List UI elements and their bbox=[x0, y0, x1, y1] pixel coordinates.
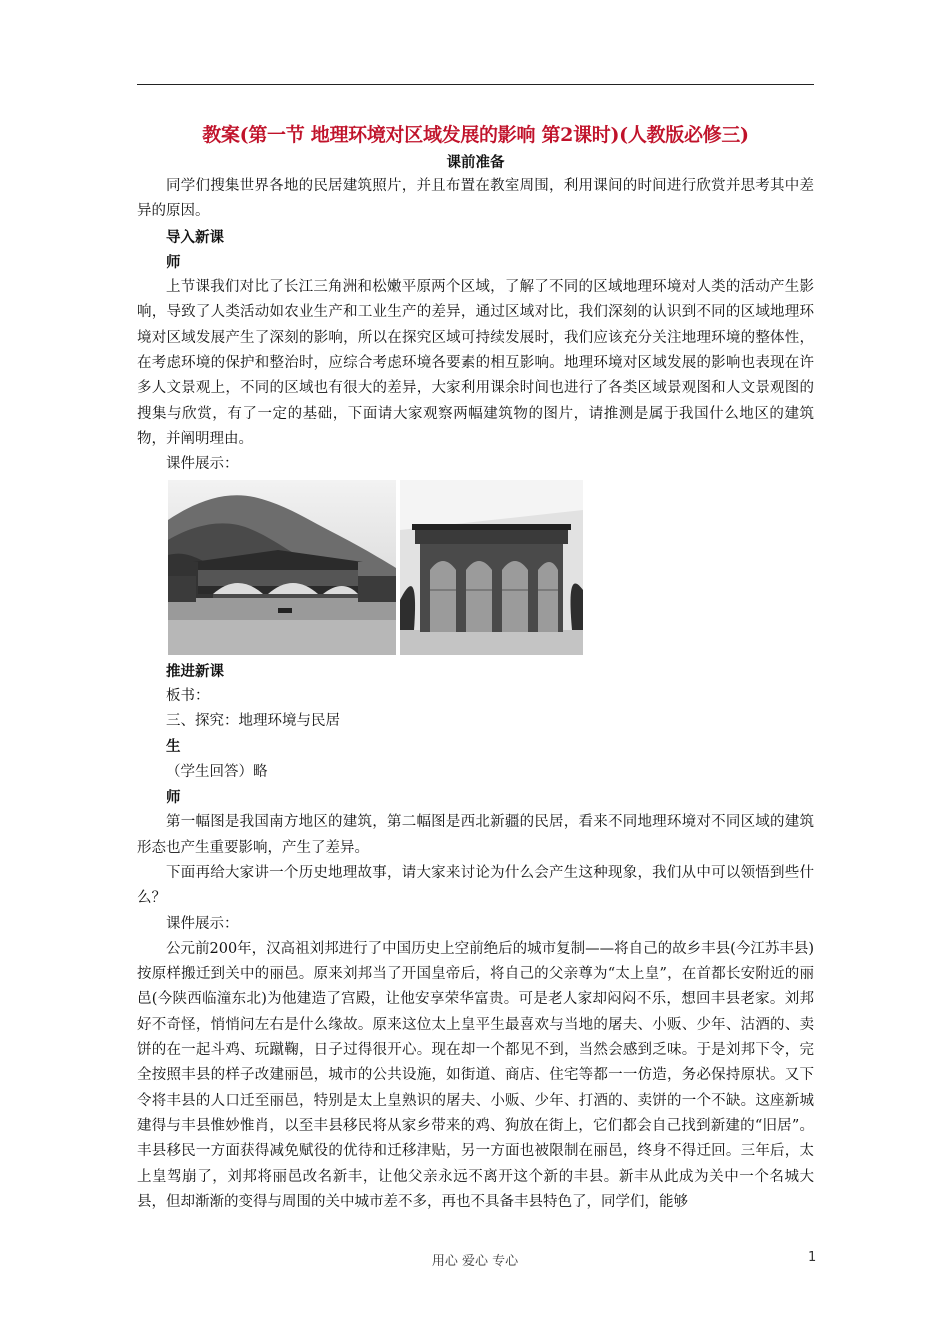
paragraph-story-intro: 下面再给大家讲一个历史地理故事，请大家来讨论为什么会产生这种现象，我们从中可以领悟到些什么？ bbox=[137, 864, 814, 907]
board-label: 板书： bbox=[166, 687, 210, 704]
section-heading-intro: 导入新课 bbox=[166, 228, 224, 246]
paragraph-story: 公元前200年，汉高祖刘邦进行了中国历史上空前绝后的城市复制——将自己的故乡丰县(今江苏丰县)按原样搬迁到关中的丽邑。原来刘邦当了开国皇帝后，将自己的父亲尊为“太上皇”，在首都长安附近的丽邑(今陕西临潼东北)为他建造了宫殿，让他安享荣华富贵。可是老人家却闷闷不乐，想回丰县老家。刘邦好不奇怪，悄悄问左右是什么缘故。原来这位太上皇平生最喜欢与当地的屠夫、小贩、少年、沽酒的、卖饼的在一起斗鸡、玩蹴鞠，日子过得很开心。现在却一个都见不到，当然会感到乏味。于是刘邦下令，完全按照丰县的样子改建丽邑，城市的公共设施，如街道、商店、住宅等都一一仿造，务必保持原状。又下令将丰县的人口迁至丽邑，特别是太上皇熟识的屠夫、小贩、少年、打酒的、卖饼的一个不缺。这座新城建得与丰县惟妙惟肖，以至丰县移民将从家乡带来的鸡、狗放在街上，它们都会自己找到新建的“旧居”。丰县移民一方面获得减免赋役的优待和迁移津贴，另一方面也被限制在丽邑，终身不得迁回。三年后，太上皇驾崩了，刘邦将丽邑改名新丰，让他父亲永远不离开这个新的丰县。新丰从此成为关中一个名城大县，但却渐渐的变得与周围的关中城市差不多，再也不具备丰县特色了，同学们，能够 bbox=[137, 940, 814, 1210]
section-heading-prep: 课前准备 bbox=[446, 154, 505, 171]
student-answer: （学生回答）略 bbox=[166, 763, 268, 780]
document-title: 教案(第一节 地理环境对区域发展的影响 第2课时)(人教版必修三) bbox=[202, 124, 749, 146]
paragraph-teacher-explain: 第一幅图是我国南方地区的建筑，第二幅图是西北新疆的民居，看来不同地理环境对不同区域的建筑形态也产生重要影响，产生了差异。 bbox=[137, 814, 814, 856]
courseware-label: 课件展示： bbox=[166, 456, 239, 473]
paragraph-teacher-intro: 上节课我们对比了长江三角洲和松嫩平原两个区域，了解了不同的区域地理环境对人类的活动产生影响，导致了人类活动如农业生产和工业生产的差异，通过区域对比，我们深刻的认识到不同的区域地理环境对区域发展产生了深刻的影响，所以在探究区域可持续发展时，我们应该充分关注地理环境的整体性，在考虑环境的保护和整治时，应综合考虑环境各要素的相互影响。地理环境对区域发展的影响也表现在许多人文景观上，不同的区域也有很大的差异，大家利用课余时间也进行了各类区域景观图和人文景观图的搜集与欣赏，有了一定的基础，下面请大家观察两幅建筑物的图片，请推测是属于我国什么地区的建筑物，并阐明理由。 bbox=[137, 279, 814, 447]
footer-motto: 用心 爱心 专心 bbox=[431, 1254, 519, 1269]
courseware-label-2: 课件展示： bbox=[166, 915, 239, 932]
speaker-teacher-2: 师 bbox=[166, 789, 181, 807]
photo-pair bbox=[168, 480, 814, 655]
xinjiang-dwelling-photo bbox=[400, 480, 583, 655]
southern-bridge-photo bbox=[168, 480, 396, 655]
paragraph-prep: 同学们搜集世界各地的民居建筑照片，并且布置在教室周围，利用课间的时间进行欣赏并思考其中差异的原因。 bbox=[137, 178, 814, 220]
page-number: 1 bbox=[808, 1250, 817, 1265]
speaker-student: 生 bbox=[166, 738, 181, 756]
document-body bbox=[137, 118, 814, 1215]
header-rule bbox=[137, 84, 814, 85]
section-heading-advance: 推进新课 bbox=[166, 662, 224, 680]
speaker-teacher: 师 bbox=[166, 253, 181, 271]
board-item: 三、探究：地理环境与民居 bbox=[166, 713, 340, 730]
